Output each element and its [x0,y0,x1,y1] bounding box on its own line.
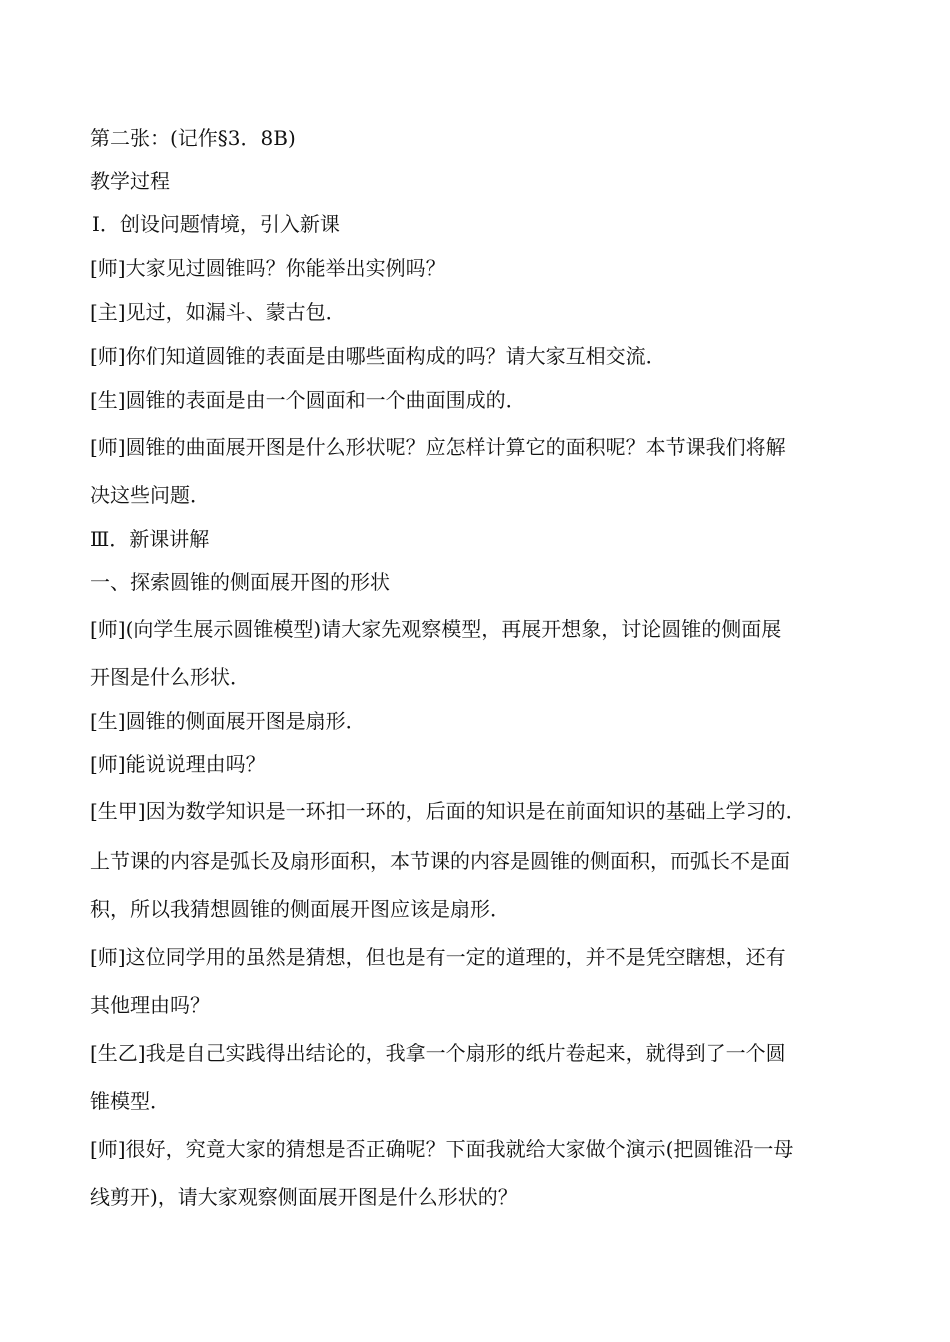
part-three-heading: Ⅲ．新课讲解 [90,527,210,551]
paragraph-line: [师]大家见过圆锥吗？你能举出实例吗？ [90,256,446,280]
paragraph-line: [生]圆锥的侧面展开图是扇形． [90,709,366,733]
paragraph-line: [师]能说说理由吗？ [90,752,266,776]
paragraph-line: [师](向学生展示圆锥模型)请大家先观察模型，再展开想象，讨论圆锥的侧面展 [90,617,782,641]
paragraph-line: [师]很好，究竟大家的猜想是否正确呢？下面我就给大家做个演示(把圆锥沿一母 [90,1137,794,1161]
paragraph-line: [师]你们知道圆锥的表面是由哪些面构成的吗？请大家互相交流． [90,344,666,368]
part-one-heading: Ⅰ．创设问题情境，引入新课 [92,212,340,236]
paragraph-line: [生乙]我是自己实践得出结论的，我拿一个扇形的纸片卷起来，就得到了一个圆 [90,1041,786,1065]
paragraph-line: 锥模型． [90,1089,170,1113]
paragraph-line: 开图是什么形状． [90,665,250,689]
subheading-teaching-process: 教学过程 [90,169,170,193]
paragraph-line: [师]圆锥的曲面展开图是什么形状呢？应怎样计算它的面积呢？本节课我们将解 [90,435,786,459]
paragraph-line: 上节课的内容是弧长及扇形面积，本节课的内容是圆锥的侧面积，而弧长不是面 [90,849,790,873]
paragraph-line: [生甲]因为数学知识是一环扣一环的，后面的知识是在前面知识的基础上学习的． [90,799,806,823]
paragraph-line: [生]圆锥的表面是由一个圆面和一个曲面围成的． [90,388,526,412]
paragraph-line: 积，所以我猜想圆锥的侧面展开图应该是扇形． [90,897,510,921]
paragraph-line: [主]见过，如漏斗、蒙古包． [90,300,346,324]
paragraph-line: 其他理由吗？ [90,993,210,1017]
paragraph-line: 线剪开)，请大家观察侧面展开图是什么形状的？ [90,1185,518,1209]
section-heading: 第二张：(记作§3．8B) [90,126,296,150]
paragraph-line: [师]这位同学用的虽然是猜想，但也是有一定的道理的，并不是凭空瞎想，还有 [90,945,786,969]
document-body [90,117,880,1220]
subsection-heading: 一、探索圆锥的侧面展开图的形状 [90,570,390,594]
paragraph-line: 决这些问题． [90,483,210,507]
